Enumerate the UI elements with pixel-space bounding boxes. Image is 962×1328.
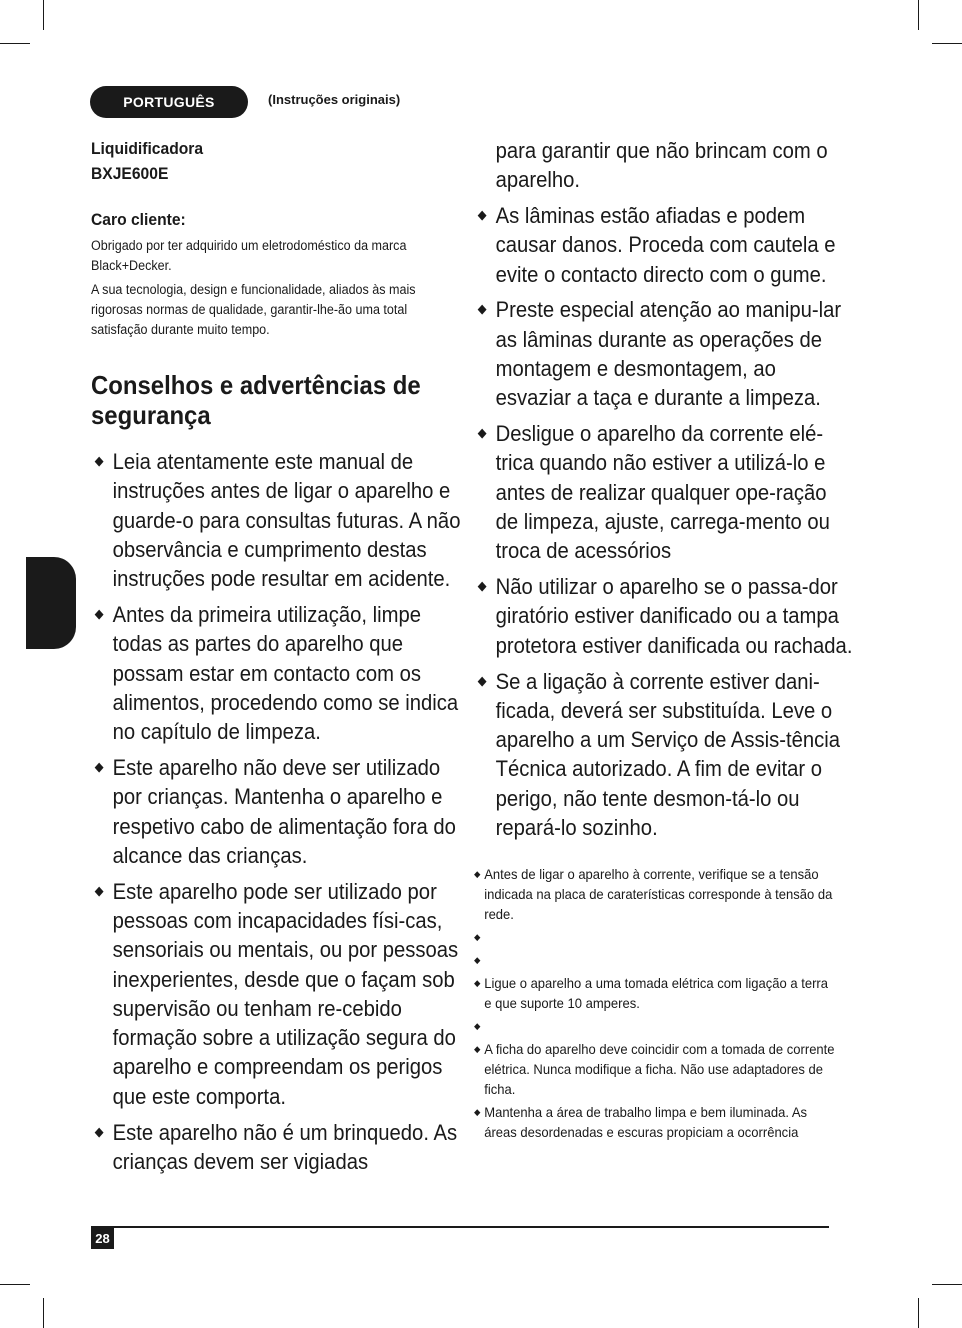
list-item — [474, 666, 854, 843]
diamond-bullet-icon: ◆ — [474, 932, 481, 943]
original-instructions-label: (Instruções originais) — [268, 92, 401, 107]
diamond-bullet-icon: ◆ — [477, 207, 487, 223]
diamond-bullet-icon: ◆ — [94, 605, 104, 621]
list-item — [91, 599, 471, 746]
list-item — [474, 418, 854, 565]
list-item-text: Este aparelho pode ser utilizado por pessoas com incapacidades físi-cas, sensoriais ou mentais, ou por pessoas inexperientes, desde que o façam sob supervisão ou tenham re-cebido formação sobre a utilização segura do aparelho e compreendam os perigos que este comporta. — [112, 878, 459, 1109]
diamond-bullet-icon: ◆ — [94, 453, 104, 468]
list-item — [474, 950, 838, 970]
safety-list-left — [91, 446, 461, 1176]
list-item-text: para garantir que não brincam com o aparelho. — [495, 138, 828, 193]
right-column — [474, 136, 853, 1145]
list-item — [91, 876, 471, 1111]
product-name: Liquidificadora — [91, 139, 204, 158]
diamond-bullet-icon: ◆ — [94, 758, 104, 774]
crop-mark — [43, 1298, 44, 1328]
crop-mark — [918, 1298, 919, 1328]
diamond-bullet-icon: ◆ — [477, 672, 487, 688]
crop-mark — [932, 1284, 962, 1285]
list-item-text: Desligue o aparelho da corrente elé-trica quando não estiver a utilizá-lo e antes de realizar qualquer ope-ração de limpeza, ajuste, carrega-mento ou troca de acessórios — [495, 421, 830, 564]
list-item-text: Antes de ligar o aparelho à corrente, verifique se a tensão indicada na placa de caraterísticas corresponde à tensão da rede. — [484, 866, 833, 923]
list-item — [474, 1039, 838, 1099]
diamond-bullet-icon: ◆ — [477, 301, 487, 317]
list-item-text: As lâminas estão afiadas e podem causar danos. Proceda com cautela e evite o contacto directo com o gume. — [495, 203, 836, 287]
list-item — [474, 294, 854, 412]
crop-mark — [0, 43, 30, 44]
list-item-continuation — [474, 136, 854, 195]
list-item — [91, 1117, 471, 1177]
list-item — [474, 200, 854, 289]
crop-mark — [0, 1284, 30, 1285]
greeting: Caro cliente: — [91, 210, 186, 229]
list-item — [474, 927, 838, 947]
list-item-text: A ficha do aparelho deve coincidir com a tomada de corrente elétrica. Nunca modifique a ficha. Não use adaptadores de ficha. — [484, 1041, 835, 1098]
safety-list-right — [474, 136, 853, 842]
intro-paragraph: A sua tecnologia, design e funcionalidade, aliados às mais rigorosas normas de qualidade, garantir-lhe-ão uma total satisfação durante muito tempo. — [91, 282, 416, 337]
diamond-bullet-icon: ◆ — [474, 1021, 481, 1032]
diamond-bullet-icon: ◆ — [474, 955, 481, 966]
left-column — [91, 136, 461, 1182]
list-item-text: Leia atentamente este manual de instruções antes de ligar o aparelho e guarde-o para consultas futuras. A não observância e cumprimento destas instruções pode resultar em acidente. — [112, 449, 461, 592]
diamond-bullet-icon: ◆ — [474, 978, 481, 989]
list-item-text: Preste especial atenção ao manipu-lar as lâminas durante as operações de montagem e desmontagem, ao esvaziar a taça e durante a limpeza. — [495, 297, 842, 411]
diamond-bullet-icon: ◆ — [477, 578, 487, 594]
product-model: BXJE600E — [91, 164, 169, 183]
diamond-bullet-icon: ◆ — [474, 1044, 481, 1055]
section-title: Conselhos e advertências de segurança — [91, 370, 421, 430]
diamond-bullet-icon: ◆ — [94, 882, 104, 898]
crop-mark — [918, 0, 919, 30]
page-number: 28 — [91, 1228, 114, 1249]
list-item-text: Mantenha a área de trabalho limpa e bem iluminada. As áreas desordenadas e escuras propiciam a ocorrência — [484, 1104, 808, 1141]
list-item — [91, 446, 471, 593]
list-item-text: Se a ligação à corrente estiver dani-ficada, deverá ser substituída. Leve o aparelho a um Serviço de Assis-tência Técnica autorizado. A fim de evitar o perigo, não tente desmon-tá-lo ou repará-lo sozinho. — [495, 668, 841, 841]
list-item — [91, 752, 471, 870]
diamond-bullet-icon: ◆ — [474, 1107, 481, 1118]
intro-paragraph: Obrigado por ter adquirido um eletrodoméstico da marca Black+Decker. — [91, 238, 407, 273]
footer-rule — [91, 1226, 829, 1228]
safety-list-small — [474, 864, 834, 1142]
diamond-bullet-icon: ◆ — [94, 1123, 104, 1139]
list-item-text: Este aparelho não é um brinquedo. As crianças devem ser vigiadas — [112, 1119, 458, 1174]
crop-mark — [932, 43, 962, 44]
list-item — [474, 864, 838, 924]
language-badge: PORTUGUÊS — [90, 86, 248, 118]
crop-mark — [43, 0, 44, 30]
list-item-text: Antes da primeira utilização, limpe todas as partes do aparelho que possam estar em contacto com os alimentos, procedendo como se indica no capítulo de limpeza. — [112, 601, 459, 745]
list-item-text: Ligue o aparelho a uma tomada elétrica com ligação a terra e que suporte 10 amperes. — [484, 975, 829, 1012]
list-item — [474, 571, 854, 660]
list-item — [474, 1102, 838, 1142]
diamond-bullet-icon: ◆ — [474, 869, 481, 880]
list-item — [474, 1016, 838, 1036]
list-item-text: Este aparelho não deve ser utilizado por crianças. Mantenha o aparelho e respetivo cabo de alimentação fora do alcance das crianças. — [112, 754, 456, 868]
list-item-text: Não utilizar o aparelho se o passa-dor giratório estiver danificado ou a tampa protetora estiver danificada ou rachada. — [495, 574, 853, 658]
list-item — [474, 973, 838, 1013]
language-side-tab — [26, 557, 76, 649]
diamond-bullet-icon: ◆ — [477, 425, 487, 441]
